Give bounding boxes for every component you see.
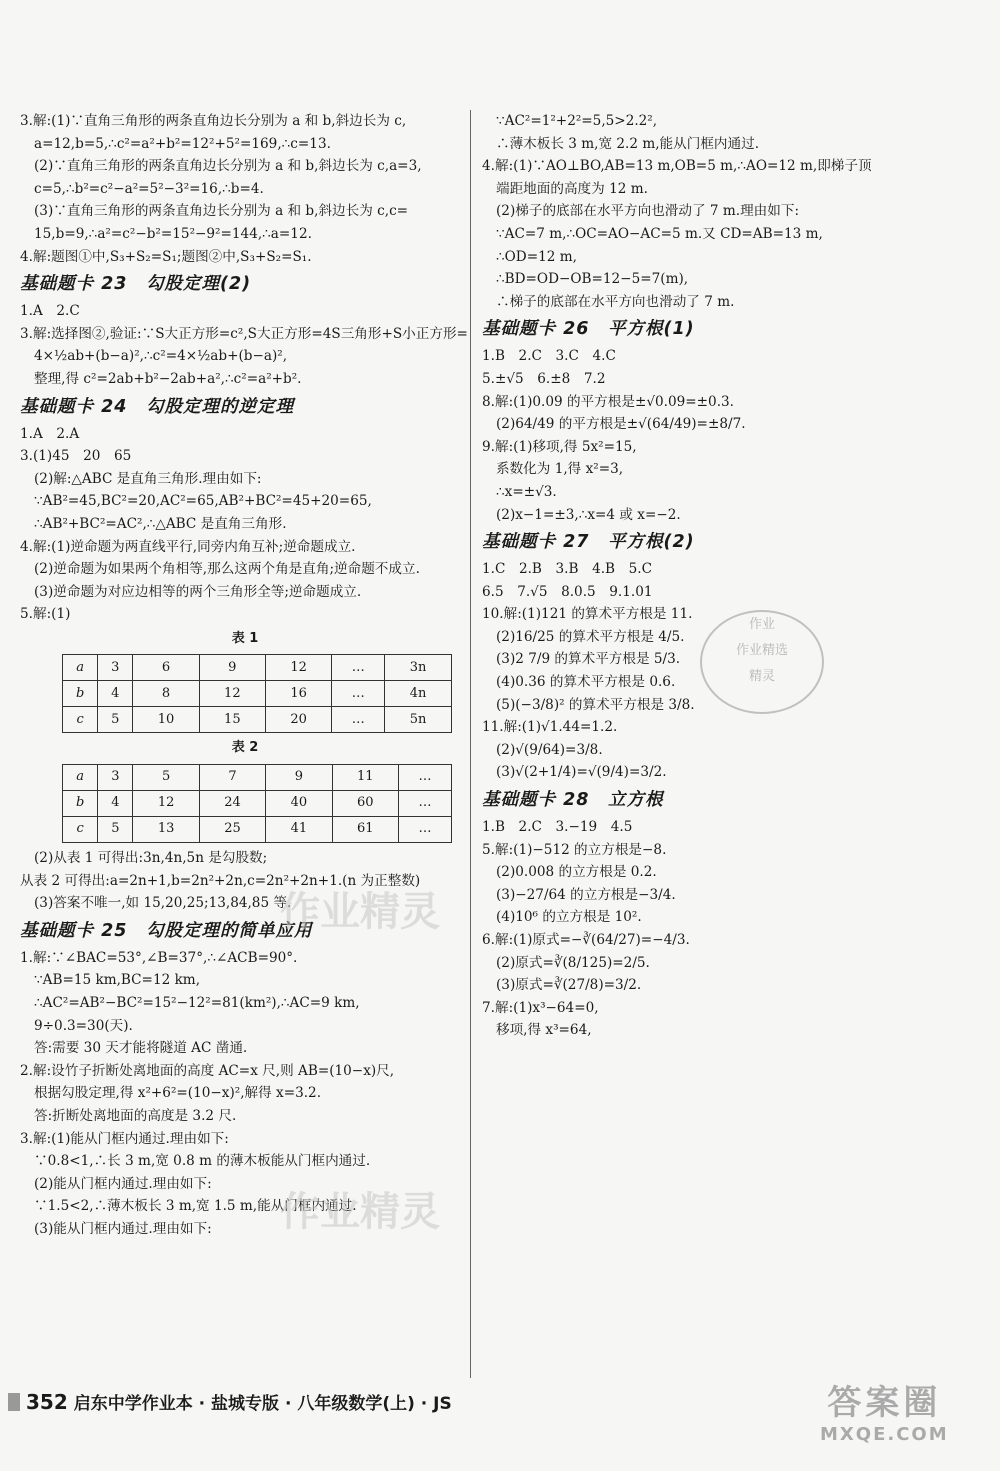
table-cell: 11: [332, 765, 398, 791]
text-line: 4×½ab+(b−a)²,∴c²=4×½ab+(b−a)²,: [34, 348, 288, 365]
text-line: (3)逆命题为对应边相等的两个三角形全等;逆命题成立.: [34, 583, 362, 600]
text-line: 9.解:(1)移项,得 5x²=15,: [482, 438, 637, 455]
text-line: ∴OD=12 m,: [496, 248, 577, 265]
text-line: (3)∵直角三角形的两条直角边长分别为 a 和 b,斜边长为 c,c=: [34, 203, 409, 220]
text-line: 9÷0.3=30(天).: [34, 1017, 133, 1034]
text-line: ∴AC²=AB²−BC²=15²−12²=81(km²),∴AC=9 km,: [34, 995, 360, 1012]
text-line: 1.A 2.A: [20, 425, 80, 442]
table-cell: 7: [199, 765, 265, 791]
table-cell: c: [63, 817, 98, 843]
table-cell: 16: [265, 681, 331, 707]
text-line: c=5,∴b²=c²−a²=5²−3²=16,∴b=4.: [34, 180, 264, 197]
logo-text: 答案圈: [827, 1383, 942, 1423]
table-cell: 10: [133, 707, 199, 733]
table-cell: 3: [98, 655, 133, 681]
text-line: 从表 2 可得出:a=2n+1,b=2n²+2n,c=2n²+2n+1.(n 为正整数): [20, 872, 421, 889]
text-line: (3)−27/64 的立方根是−3/4.: [496, 886, 676, 903]
text-line: 3.解:(1)∵直角三角形的两条直角边长分别为 a 和 b,斜边长为 c,: [20, 113, 407, 129]
text-line: (3)2 7/9 的算术平方根是 5/3.: [496, 651, 681, 668]
table-cell: …: [332, 655, 385, 681]
text-line: 5.±√5 6.±8 7.2: [482, 370, 606, 387]
text-line: 3.解:(1)能从门框内通过.理由如下:: [20, 1130, 229, 1147]
text-line: (2)逆命题为如果两个角相等,那么这两个角是直角;逆命题不成立.: [34, 561, 420, 578]
text-line: 2.解:设竹子折断处离地面的高度 AC=x 尺,则 AB=(10−x)尺,: [20, 1062, 395, 1079]
table1-caption: 表 1: [231, 630, 259, 646]
text-line: ∴薄木板长 3 m,宽 2.2 m,能从门框内通过.: [496, 135, 760, 152]
table-cell: 60: [332, 791, 398, 817]
section-heading: 基础题卡 23 勾股定理(2): [20, 274, 252, 295]
text-line: 5.解:(1): [20, 606, 71, 623]
table-cell: b: [63, 681, 98, 707]
text-line: (4)0.36 的算术平方根是 0.6.: [496, 674, 676, 691]
text-line: 整理,得 c²=2ab+b²−2ab+a²,∴c²=a²+b².: [34, 370, 302, 387]
table-cell: …: [398, 817, 451, 843]
text-line: 11.解:(1)√1.44=1.2.: [482, 719, 618, 736]
text-line: ∴BD=OD−OB=12−5=7(m),: [496, 271, 689, 288]
text-line: (2)√(9/64)=3/8.: [496, 741, 603, 758]
text-line: (2)x−1=±3,∴x=4 或 x=−2.: [496, 506, 681, 523]
text-line: ∵AC=7 m,∴OC=AO−AC=5 m.又 CD=AB=13 m,: [496, 225, 823, 242]
text-line: (3)答案不唯一,如 15,20,25;13,84,85 等.: [34, 895, 292, 912]
table-cell: b: [63, 791, 98, 817]
watermark: 作业精灵: [280, 1189, 440, 1235]
text-line: ∵AB²=45,BC²=20,AC²=65,AB²+BC²=45+20=65,: [34, 493, 372, 510]
table-cell: 5n: [385, 707, 452, 733]
page-footer: [8, 1389, 452, 1414]
text-line: (5)(−3/8)² 的算术平方根是 3/8.: [496, 696, 695, 713]
text-line: (2)解:△ABC 是直角三角形.理由如下:: [34, 470, 262, 487]
table-cell: 61: [332, 817, 398, 843]
stamp-text-1: 作业: [748, 617, 775, 632]
watermark: 作业精灵: [280, 889, 440, 935]
table-cell: …: [398, 791, 451, 817]
text-line: 3.解:选择图②,验证:∵S大正方形=c²,S大正方形=4S三角形+S小正方形=: [20, 325, 468, 342]
section-heading: 基础题卡 24 勾股定理的逆定理: [20, 396, 294, 417]
text-line: 1.B 2.C 3.−19 4.5: [482, 819, 633, 836]
text-line: 1.解:∵∠BAC=53°,∠B=37°,∴∠ACB=90°.: [20, 949, 298, 966]
text-line: 4.解:题图①中,S₃+S₂=S₁;题图②中,S₃+S₂=S₁.: [20, 248, 312, 265]
logo-url: MXQE.COM: [820, 1424, 949, 1445]
table-cell: 20: [265, 707, 331, 733]
text-line: 15,b=9,∴a²=c²−b²=15²−9²=144,∴a=12.: [34, 225, 312, 242]
footer-marker: [8, 1393, 20, 1411]
text-line: 答:折断处离地面的高度是 3.2 尺.: [34, 1108, 237, 1124]
text-line: 8.解:(1)0.09 的平方根是±√0.09=±0.3.: [482, 393, 734, 410]
table-cell: 5: [133, 765, 199, 791]
table-cell: …: [332, 681, 385, 707]
table-cell: 12: [199, 681, 265, 707]
text-line: ∴梯子的底部在水平方向也滑动了 7 m.: [496, 293, 735, 310]
text-line: 根据勾股定理,得 x²+6²=(10−x)²,解得 x=3.2.: [34, 1085, 322, 1102]
table-cell: 6: [133, 655, 199, 681]
stamp-text-2: 作业精选: [735, 643, 788, 658]
right-column: [482, 110, 952, 1042]
table-row: [63, 681, 452, 707]
text-line: ∴x=±√3.: [496, 483, 557, 500]
table-cell: 12: [133, 791, 199, 817]
left-lines-top: [20, 110, 470, 626]
text-line: 4.解:(1)逆命题为两直线平行,同旁内角互补;逆命题成立.: [20, 538, 356, 555]
text-line: (2)16/25 的算术平方根是 4/5.: [496, 628, 685, 645]
table-row: [63, 655, 452, 681]
table-cell: 3n: [385, 655, 452, 681]
text-line: 端距地面的高度为 12 m.: [496, 180, 648, 197]
text-line: ∵1.5<2,∴薄木板长 3 m,宽 1.5 m,能从门框内通过.: [34, 1198, 357, 1215]
section-heading: 基础题卡 27 平方根(2): [482, 532, 695, 553]
table-cell: 9: [199, 655, 265, 681]
left-column: [20, 110, 470, 1241]
text-line: 5.解:(1)−512 的立方根是−8.: [482, 841, 667, 858]
table-row: [63, 707, 452, 733]
text-line: 1.C 2.B 3.B 4.B 5.C: [482, 561, 652, 578]
table-cell: 5: [98, 707, 133, 733]
table-cell: 12: [265, 655, 331, 681]
text-line: 移项,得 x³=64,: [496, 1022, 592, 1039]
text-line: (2)原式=∛(8/125)=2/5.: [496, 954, 650, 971]
table-cell: 24: [199, 791, 265, 817]
table-cell: 41: [266, 817, 332, 843]
text-line: 1.B 2.C 3.C 4.C: [482, 348, 616, 365]
text-line: (3)原式=∛(27/8)=3/2.: [496, 977, 642, 994]
text-line: (2)从表 1 可得出:3n,4n,5n 是勾股数;: [34, 850, 268, 867]
text-line: ∴AB²+BC²=AC²,∴△ABC 是直角三角形.: [34, 515, 287, 532]
text-line: (2)64/49 的平方根是±√(64/49)=±8/7.: [496, 416, 746, 433]
table-cell: a: [63, 655, 98, 681]
table-cell: 13: [133, 817, 199, 843]
right-lines: [482, 110, 952, 1042]
text-line: (2)梯子的底部在水平方向也滑动了 7 m.理由如下:: [496, 203, 800, 220]
table-cell: 40: [266, 791, 332, 817]
text-line: (3)能从门框内通过.理由如下:: [34, 1220, 212, 1237]
text-line: 6.解:(1)原式=−∛(64/27)=−4/3.: [482, 932, 690, 948]
table-2: [62, 764, 452, 843]
text-line: (4)10⁶ 的立方根是 10².: [496, 909, 642, 926]
site-logo: [820, 1375, 949, 1445]
table-row: [63, 765, 452, 791]
table-cell: …: [332, 707, 385, 733]
table-cell: 4: [98, 681, 133, 707]
table-cell: c: [63, 707, 98, 733]
table-cell: 5: [98, 817, 133, 843]
table-cell: 15: [199, 707, 265, 733]
table2-caption: 表 2: [231, 740, 259, 756]
text-line: (2)0.008 的立方根是 0.2.: [496, 864, 657, 881]
table-cell: 25: [199, 817, 265, 843]
text-line: 7.解:(1)x³−64=0,: [482, 999, 599, 1016]
text-line: 10.解:(1)121 的算术平方根是 11.: [482, 606, 693, 623]
text-line: ∵AB=15 km,BC=12 km,: [34, 972, 201, 989]
section-heading: 基础题卡 25 勾股定理的简单应用: [20, 920, 313, 941]
table-cell: 9: [266, 765, 332, 791]
table-1: [62, 654, 452, 733]
table-row: [63, 791, 452, 817]
stamp-text-3: 精灵: [748, 669, 775, 684]
section-heading: 基础题卡 28 立方根: [482, 790, 664, 811]
section-heading: 基础题卡 26 平方根(1): [482, 319, 695, 340]
table-cell: 4n: [385, 681, 452, 707]
column-divider: [470, 110, 471, 1378]
text-line: 1.A 2.C: [20, 303, 80, 320]
page-number: 352: [26, 1389, 68, 1414]
text-line: (2)能从门框内通过.理由如下:: [34, 1175, 212, 1192]
text-line: 系数化为 1,得 x²=3,: [496, 461, 624, 478]
table-cell: 4: [98, 791, 133, 817]
text-line: ∵AC²=1²+2²=5,5>2.2²,: [496, 113, 658, 129]
text-line: ∵0.8<1,∴长 3 m,宽 0.8 m 的薄木板能从门框内通过.: [34, 1153, 371, 1170]
text-line: (3)√(2+1/4)=√(9/4)=3/2.: [496, 764, 667, 781]
text-line: 答:需要 30 天才能将隧道 AC 凿通.: [34, 1040, 248, 1057]
table-cell: 8: [133, 681, 199, 707]
table-cell: 3: [98, 765, 133, 791]
text-line: 4.解:(1)∵AO⊥BO,AB=13 m,OB=5 m,∴AO=12 m,即梯子顶: [482, 158, 872, 175]
stamp-logo: [700, 610, 824, 714]
table-row: [63, 817, 452, 843]
book-title: 启东中学作业本 · 盐城专版 · 八年级数学(上) · JS: [73, 1394, 452, 1414]
text-line: a=12,b=5,∴c²=a²+b²=12²+5²=169,∴c=13.: [34, 135, 331, 152]
text-line: 3.(1)45 20 65: [20, 448, 132, 465]
text-line: (2)∵直角三角形的两条直角边长分别为 a 和 b,斜边长为 c,a=3,: [34, 158, 422, 175]
text-line: 6.5 7.√5 8.0.5 9.1.01: [482, 583, 653, 600]
table-cell: a: [63, 765, 98, 791]
table-cell: …: [398, 765, 451, 791]
